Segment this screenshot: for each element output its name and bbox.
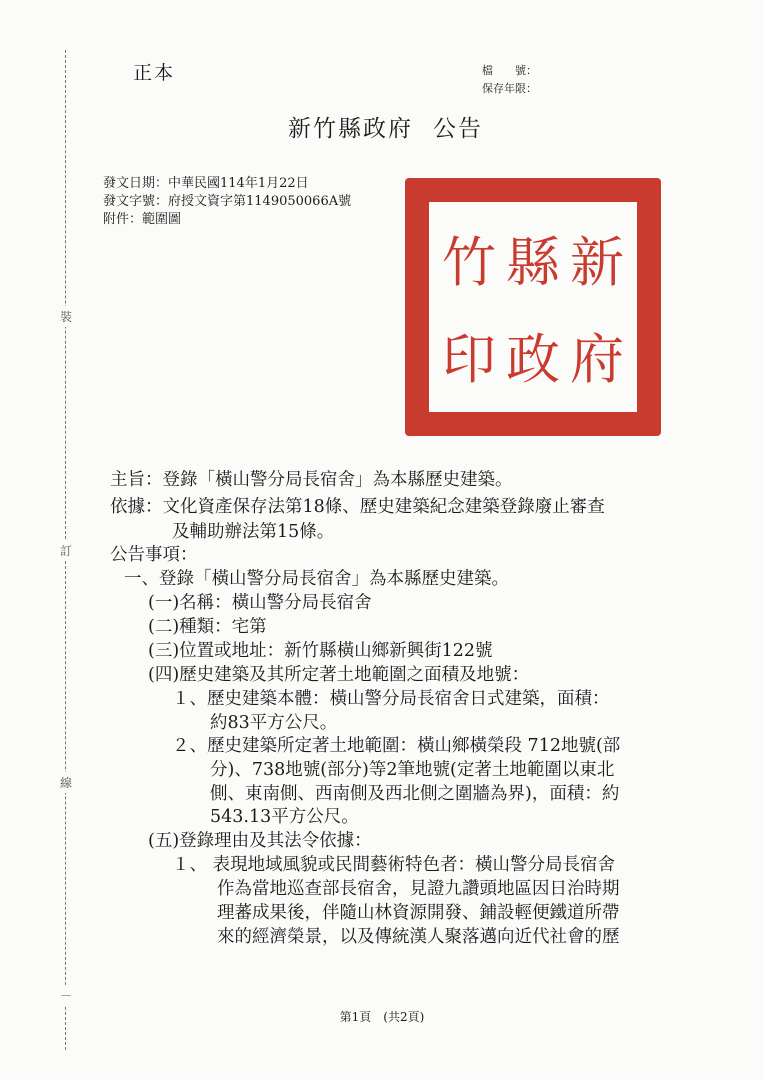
area-2-line-1: ２、歷史建築所定著土地範圍：橫山鄉橫榮段 712地號(部 xyxy=(172,736,621,756)
document-type: 公告 xyxy=(433,116,483,142)
binding-mark-end: － xyxy=(60,985,72,1006)
basis-line-1: 依據：文化資產保存法第18條、歷史建築紀念建築登錄廢止審查 xyxy=(110,497,605,517)
reason-1-line-3: 理蕃成果後，伴隨山林資源開發、鋪設輕便鐵道所帶 xyxy=(217,903,620,923)
sub-item-name: (一)名稱：橫山警分局長宿舍 xyxy=(148,593,372,613)
original-copy-label: 正本 xyxy=(133,62,176,84)
attachment: 附件：範圍圖 xyxy=(103,212,182,227)
file-number-label: 檔 號： xyxy=(482,64,537,77)
sub-item-type: (二)種類：宅第 xyxy=(148,617,267,637)
seal-char: 新 xyxy=(570,231,624,294)
item-1: 一、登錄「橫山警分局長宿舍」為本縣歷史建築。 xyxy=(124,569,509,589)
area-2-line-3: 側、東南側、西南側及西北側之圍牆為界)，面積：約 xyxy=(210,784,620,804)
retention-period-label: 保存年限： xyxy=(482,82,537,95)
area-2-line-2: 分)、738地號(部分)等2筆地號(定著土地範圍以東北 xyxy=(210,760,615,780)
sub-item-address: (三)位置或地址：新竹縣橫山鄉新興街122號 xyxy=(148,641,493,661)
issue-date: 發文日期：中華民國114年1月22日 xyxy=(103,176,309,191)
binding-mark-xian: 線 xyxy=(60,772,72,793)
subject: 主旨：登錄「橫山警分局長宿舍」為本縣歷史建築。 xyxy=(110,470,513,490)
sub-item-area: (四)歷史建築及其所定著土地範圍之面積及地號： xyxy=(148,665,530,685)
sub-item-reason: (五)登錄理由及其法令依據： xyxy=(148,831,372,851)
reason-1-line-1: １、 表現地域風貌或民間藝術特色者：橫山警分局長宿舍 xyxy=(172,855,616,875)
seal-char: 竹 xyxy=(442,231,496,294)
binding-mark-ding: 訂 xyxy=(60,540,72,561)
notice-heading: 公告事項： xyxy=(110,545,198,565)
issuing-agency: 新竹縣政府 xyxy=(288,116,413,142)
binding-mark-zhuang: 裝 xyxy=(60,306,72,327)
seal-char: 印 xyxy=(442,328,496,391)
area-2-line-4: 543.13平方公尺。 xyxy=(210,807,359,827)
seal-char: 縣 xyxy=(506,231,560,294)
seal-char: 政 xyxy=(506,328,560,391)
reason-1-line-4: 來的經濟榮景，以及傳統漢人聚落邁向近代社會的歷 xyxy=(217,927,620,947)
document-number: 發文字號：府授文資字第1149050066A號 xyxy=(103,194,352,209)
official-seal xyxy=(405,178,661,436)
page-title xyxy=(288,110,483,143)
area-1-line-2: 約83平方公尺。 xyxy=(210,713,338,733)
area-1-line-1: １、歷史建築本體：橫山警分局長宿舍日式建築，面積： xyxy=(172,689,610,709)
seal-char: 府 xyxy=(570,328,624,391)
page-number: 第1頁 (共2頁) xyxy=(339,1010,425,1024)
reason-1-line-2: 作為當地巡查部長宿舍，見證九讚頭地區因日治時期 xyxy=(217,879,620,899)
basis-line-2: 及輔助辦法第15條。 xyxy=(172,522,335,542)
